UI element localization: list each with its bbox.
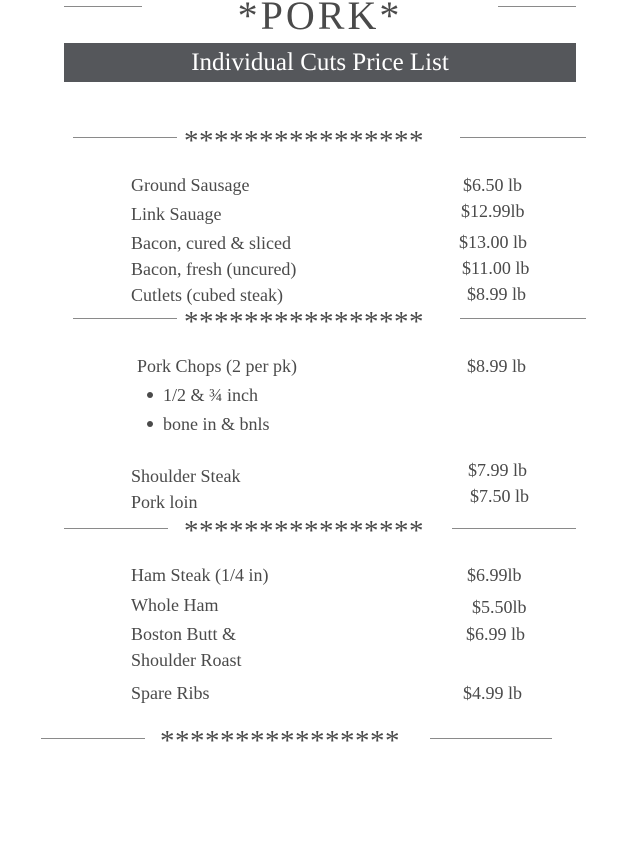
- bullet-item: [147, 413, 270, 435]
- separator-stars: ****************: [184, 125, 424, 157]
- item-price: $4.99 lb: [463, 683, 523, 703]
- item-name: Spare Ribs: [131, 683, 210, 703]
- separator-rule-left: [73, 318, 177, 319]
- item-price: $6.99 lb: [466, 624, 526, 644]
- separator-stars: ****************: [184, 306, 424, 338]
- bullet-dot: [147, 421, 153, 427]
- separator-rule-left: [64, 528, 168, 529]
- separator-rule-left: [41, 738, 145, 739]
- item-name: Whole Ham: [131, 595, 219, 615]
- separator-rule-left: [73, 137, 177, 138]
- item-name-line2: Shoulder Roast: [131, 650, 242, 670]
- item-name: Pork Chops (2 per pk): [137, 356, 297, 376]
- separator-rule-right: [460, 137, 586, 138]
- subtitle-banner: [64, 43, 576, 82]
- item-name: Bacon, fresh (uncured): [131, 259, 297, 279]
- item-name: Pork loin: [131, 492, 198, 512]
- item-name: Bacon, cured & sliced: [131, 233, 291, 253]
- item-price: $7.50 lb: [470, 486, 530, 506]
- subtitle-text: Individual Cuts Price List: [191, 49, 449, 76]
- separator-stars: ****************: [160, 725, 400, 757]
- item-price: $8.99 lb: [467, 356, 527, 376]
- item-price: $11.00 lb: [462, 258, 530, 278]
- item-name: Shoulder Steak: [131, 466, 241, 486]
- item-price: $6.99lb: [467, 565, 522, 585]
- separator-rule-right: [452, 528, 576, 529]
- item-name: Ham Steak (1/4 in): [131, 565, 269, 585]
- separator-stars: ****************: [184, 515, 424, 547]
- bullet-text: 1/2 & ¾ inch: [163, 385, 258, 405]
- bullet-text: bone in & bnls: [163, 414, 270, 434]
- item-name: Cutlets (cubed steak): [131, 285, 283, 305]
- item-price: $13.00 lb: [459, 232, 528, 252]
- page-title: *PORK*: [237, 0, 403, 38]
- separator-rule-right: [460, 318, 586, 319]
- separator-rule-right: [430, 738, 552, 739]
- item-price: $5.50lb: [472, 597, 527, 617]
- item-name: Ground Sausage: [131, 175, 250, 195]
- item-name: Link Sauage: [131, 204, 222, 224]
- item-name: Boston Butt &: [131, 624, 237, 644]
- item-price: $12.99lb: [461, 201, 525, 221]
- bullet-item: [147, 384, 258, 406]
- item-price: $8.99 lb: [467, 284, 527, 304]
- item-price: $6.50 lb: [463, 175, 523, 195]
- item-price: $7.99 lb: [468, 460, 528, 480]
- bullet-dot: [147, 392, 153, 398]
